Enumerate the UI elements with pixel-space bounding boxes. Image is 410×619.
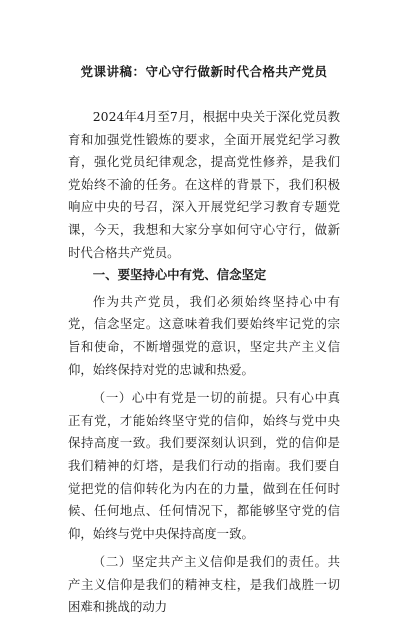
intro-paragraph: 2024年4月至7月，根据中央关于深化党员教育和加强党性锻炼的要求，全面开展党纪学习教育，强化党员纪律观念，提高党性修养，是我们党始终不渝的任务。在这样的背景下，我们积极响应中央的号召，深入开展党纪学习教育专题党课，今天，我想和大家分享如何守心守行，做新时代合格共产党员。: [68, 109, 340, 260]
subsection-1-paragraph: （一）心中有党是一切的前提。只有心中真正有党，才能始终坚守党的信仰，始终与党中央保持高度一致。我们要深刻认识到，党的信仰是我们精神的灯塔，是我们行动的指南。我们要自觉把党的信仰转化为内在的力量，做到在任何时候、任何地点、任何情况下，都能够坚守党的信仰，始终与党中央保持高度一致。: [68, 390, 340, 541]
document-title: 党课讲稿：守心守行做新时代合格共产党员: [80, 64, 328, 79]
subsection-2-paragraph: （二）坚定共产主义信仰是我们的责任。共产主义信仰是我们的精神支柱，是我们战胜一切困难和挑战的动力: [68, 554, 340, 615]
section-1-heading: 一、要坚持心中有党、信念坚定: [92, 267, 267, 283]
section-1-body: 作为共产党员，我们必须始终坚持心中有党，信念坚定。这意味着我们要始终牢记党的宗旨和使命，不断增强党的意识，坚定共产主义信仰，始终保持对党的忠诚和热爱。: [68, 293, 340, 377]
